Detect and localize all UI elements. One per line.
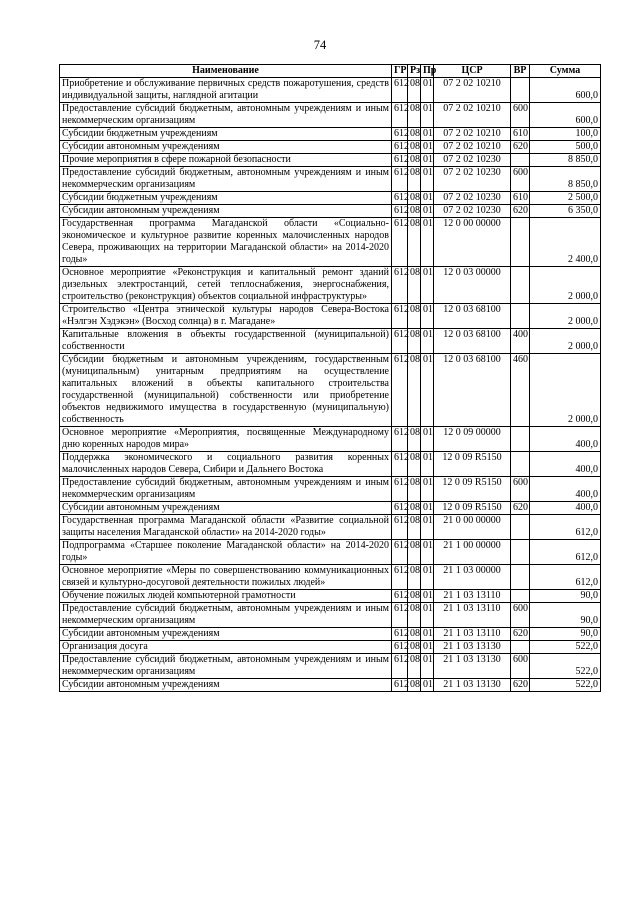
row-name: Предоставление субсидий бюджетным, автономным учреждениям и иным некоммерческим организациям: [60, 103, 392, 128]
table-row: [60, 628, 601, 641]
row-name: Субсидии автономным учреждениям: [60, 679, 392, 692]
row-gr: 612: [392, 502, 408, 515]
row-rz: 08: [408, 304, 421, 329]
row-name: Государственная программа Магаданской области «Социально-экономическое и культурное развитие коренных малочисленных народов Севера, проживающих на территории Магаданской области» на 2014-2020 годы»: [60, 218, 392, 267]
row-name: Поддержка экономического и социального развития коренных малочисленных народов Севера, Сибири и Дальнего Востока: [60, 452, 392, 477]
row-vr: [511, 590, 530, 603]
row-sum: 2 000,0: [530, 354, 601, 427]
table-row: [60, 654, 601, 679]
row-gr: 612: [392, 218, 408, 267]
table-header-row: [60, 65, 601, 78]
row-name: Предоставление субсидий бюджетным, автономным учреждениям и иным некоммерческим организациям: [60, 603, 392, 628]
row-name: Приобретение и обслуживание первичных средств пожаротушения, средств индивидуальной защиты, наглядной агитации: [60, 78, 392, 103]
row-vr: [511, 78, 530, 103]
row-vr: 400: [511, 329, 530, 354]
row-name: Основное мероприятие «Меры по совершенствованию коммуникационных связей и культурно-досуговой деятельности пожилых людей»: [60, 565, 392, 590]
row-vr: [511, 565, 530, 590]
row-sum: 2 000,0: [530, 267, 601, 304]
row-name: Основное мероприятие «Мероприятия, посвященные Международному дню коренных народов мира»: [60, 427, 392, 452]
row-gr: 612: [392, 540, 408, 565]
row-rz: 08: [408, 515, 421, 540]
row-gr: 612: [392, 192, 408, 205]
row-pr: 01: [421, 654, 434, 679]
row-pr: 01: [421, 218, 434, 267]
row-sum: 6 350,0: [530, 205, 601, 218]
row-rz: 08: [408, 354, 421, 427]
table-row: [60, 515, 601, 540]
row-name: Основное мероприятие «Реконструкция и капитальный ремонт зданий дизельных электростанций, сетей теплоснабжения, энергоснабжения, строительство (реконструкция) объектов социальной инфраструктуры»: [60, 267, 392, 304]
row-sum: 400,0: [530, 452, 601, 477]
row-csr: 07 2 02 10210: [434, 128, 511, 141]
row-gr: 612: [392, 477, 408, 502]
table-row: [60, 192, 601, 205]
table-row: [60, 679, 601, 692]
row-vr: [511, 540, 530, 565]
row-sum: 90,0: [530, 628, 601, 641]
row-vr: 620: [511, 679, 530, 692]
row-rz: 08: [408, 205, 421, 218]
table-row: [60, 590, 601, 603]
row-vr: 600: [511, 654, 530, 679]
row-gr: 612: [392, 167, 408, 192]
row-sum: 612,0: [530, 540, 601, 565]
row-pr: 01: [421, 354, 434, 427]
table-row: [60, 218, 601, 267]
row-pr: 01: [421, 304, 434, 329]
table-row: [60, 267, 601, 304]
row-csr: 21 1 03 00000: [434, 565, 511, 590]
row-pr: 01: [421, 515, 434, 540]
row-csr: 07 2 02 10230: [434, 192, 511, 205]
row-rz: 08: [408, 603, 421, 628]
row-sum: 600,0: [530, 78, 601, 103]
table-row: [60, 540, 601, 565]
header-pr: Пр: [421, 65, 434, 78]
header-sum: Сумма: [530, 65, 601, 78]
row-name: Прочие мероприятия в сфере пожарной безопасности: [60, 154, 392, 167]
row-pr: 01: [421, 267, 434, 304]
page-number: 74: [313, 38, 327, 52]
row-sum: 612,0: [530, 565, 601, 590]
row-vr: 610: [511, 128, 530, 141]
row-rz: 08: [408, 654, 421, 679]
header-name: Наименование: [60, 65, 392, 78]
row-csr: 21 0 00 00000: [434, 515, 511, 540]
row-gr: 612: [392, 590, 408, 603]
row-rz: 08: [408, 540, 421, 565]
row-pr: 01: [421, 427, 434, 452]
row-vr: [511, 267, 530, 304]
row-sum: 90,0: [530, 590, 601, 603]
row-pr: 01: [421, 192, 434, 205]
row-vr: 610: [511, 192, 530, 205]
row-pr: 01: [421, 502, 434, 515]
row-pr: 01: [421, 154, 434, 167]
table-row: [60, 154, 601, 167]
row-name: Субсидии автономным учреждениям: [60, 141, 392, 154]
header-csr: ЦСР: [434, 65, 511, 78]
row-pr: 01: [421, 565, 434, 590]
table-row: [60, 427, 601, 452]
row-csr: 21 1 03 13110: [434, 628, 511, 641]
row-gr: 612: [392, 679, 408, 692]
row-rz: 08: [408, 103, 421, 128]
row-vr: 600: [511, 603, 530, 628]
row-gr: 612: [392, 205, 408, 218]
row-csr: 12 0 03 68100: [434, 329, 511, 354]
row-sum: 2 400,0: [530, 218, 601, 267]
row-csr: 12 0 03 00000: [434, 267, 511, 304]
table-row: [60, 167, 601, 192]
row-csr: 07 2 02 10210: [434, 141, 511, 154]
row-sum: 600,0: [530, 103, 601, 128]
row-gr: 612: [392, 603, 408, 628]
row-gr: 612: [392, 427, 408, 452]
row-sum: 2 500,0: [530, 192, 601, 205]
header-rz: Рз: [408, 65, 421, 78]
row-sum: 400,0: [530, 427, 601, 452]
row-rz: 08: [408, 154, 421, 167]
row-rz: 08: [408, 192, 421, 205]
row-pr: 01: [421, 590, 434, 603]
row-rz: 08: [408, 565, 421, 590]
row-rz: 08: [408, 679, 421, 692]
row-sum: 522,0: [530, 654, 601, 679]
row-name: Предоставление субсидий бюджетным, автономным учреждениям и иным некоммерческим организациям: [60, 167, 392, 192]
row-rz: 08: [408, 218, 421, 267]
table-row: [60, 565, 601, 590]
row-vr: 600: [511, 167, 530, 192]
row-rz: 08: [408, 452, 421, 477]
row-csr: 12 0 09 00000: [434, 427, 511, 452]
row-name: Субсидии бюджетным учреждениям: [60, 192, 392, 205]
row-pr: 01: [421, 679, 434, 692]
row-pr: 01: [421, 78, 434, 103]
row-sum: 2 000,0: [530, 304, 601, 329]
row-name: Субсидии автономным учреждениям: [60, 205, 392, 218]
row-gr: 612: [392, 628, 408, 641]
row-sum: 2 000,0: [530, 329, 601, 354]
row-csr: 12 0 03 68100: [434, 304, 511, 329]
row-pr: 01: [421, 452, 434, 477]
row-pr: 01: [421, 603, 434, 628]
row-pr: 01: [421, 628, 434, 641]
row-name: Субсидии бюджетным учреждениям: [60, 128, 392, 141]
row-gr: 612: [392, 354, 408, 427]
header-vr: ВР: [511, 65, 530, 78]
row-csr: 21 1 00 00000: [434, 540, 511, 565]
table-row: [60, 452, 601, 477]
row-rz: 08: [408, 329, 421, 354]
row-rz: 08: [408, 78, 421, 103]
table-row: [60, 603, 601, 628]
row-vr: [511, 452, 530, 477]
row-csr: 21 1 03 13130: [434, 679, 511, 692]
row-vr: [511, 641, 530, 654]
row-pr: 01: [421, 477, 434, 502]
row-pr: 01: [421, 167, 434, 192]
row-csr: 21 1 03 13110: [434, 590, 511, 603]
row-gr: 612: [392, 154, 408, 167]
row-vr: 600: [511, 477, 530, 502]
row-csr: 07 2 02 10210: [434, 78, 511, 103]
table-row: [60, 141, 601, 154]
row-name: Субсидии бюджетным и автономным учреждениям, государственным (муниципальным) унитарным предприятиям на осуществление капитальных вложений в объекты капитального строительства государственной (муниципальной) собственности или приобретение объектов недвижимого имущества в государственную (муниципальную) собственность: [60, 354, 392, 427]
row-name: Субсидии автономным учреждениям: [60, 502, 392, 515]
row-csr: 07 2 02 10210: [434, 103, 511, 128]
row-rz: 08: [408, 502, 421, 515]
row-pr: 01: [421, 641, 434, 654]
row-vr: [511, 154, 530, 167]
row-pr: 01: [421, 103, 434, 128]
row-rz: 08: [408, 590, 421, 603]
row-csr: 07 2 02 10230: [434, 205, 511, 218]
header-gr: ГР: [392, 65, 408, 78]
row-name: Капитальные вложения в объекты государственной (муниципальной) собственности: [60, 329, 392, 354]
row-vr: 620: [511, 502, 530, 515]
row-csr: 12 0 00 00000: [434, 218, 511, 267]
row-gr: 612: [392, 141, 408, 154]
row-rz: 08: [408, 267, 421, 304]
row-name: Субсидии автономным учреждениям: [60, 628, 392, 641]
budget-table: [59, 64, 601, 692]
row-sum: 100,0: [530, 128, 601, 141]
row-gr: 612: [392, 103, 408, 128]
row-rz: 08: [408, 141, 421, 154]
row-pr: 01: [421, 329, 434, 354]
row-rz: 08: [408, 427, 421, 452]
row-sum: 90,0: [530, 603, 601, 628]
row-rz: 08: [408, 628, 421, 641]
row-name: Организация досуга: [60, 641, 392, 654]
row-name: Предоставление субсидий бюджетным, автономным учреждениям и иным некоммерческим организациям: [60, 477, 392, 502]
row-pr: 01: [421, 141, 434, 154]
row-sum: 400,0: [530, 502, 601, 515]
table-row: [60, 78, 601, 103]
row-csr: 07 2 02 10230: [434, 167, 511, 192]
row-gr: 612: [392, 565, 408, 590]
row-rz: 08: [408, 477, 421, 502]
row-vr: [511, 304, 530, 329]
row-csr: 12 0 03 68100: [434, 354, 511, 427]
row-csr: 21 1 03 13130: [434, 654, 511, 679]
row-name: Подпрограмма «Старшее поколение Магаданской области» на 2014-2020 годы»: [60, 540, 392, 565]
table-row: [60, 128, 601, 141]
row-vr: 620: [511, 141, 530, 154]
row-csr: 12 0 09 R5150: [434, 502, 511, 515]
row-rz: 08: [408, 641, 421, 654]
table-row: [60, 103, 601, 128]
row-sum: 400,0: [530, 477, 601, 502]
row-sum: 522,0: [530, 679, 601, 692]
row-sum: 8 850,0: [530, 154, 601, 167]
row-vr: 460: [511, 354, 530, 427]
row-csr: 21 1 03 13110: [434, 603, 511, 628]
row-gr: 612: [392, 452, 408, 477]
row-vr: 600: [511, 103, 530, 128]
row-gr: 612: [392, 515, 408, 540]
row-pr: 01: [421, 128, 434, 141]
row-sum: 522,0: [530, 641, 601, 654]
row-rz: 08: [408, 167, 421, 192]
table-row: [60, 502, 601, 515]
row-sum: 500,0: [530, 141, 601, 154]
row-sum: 8 850,0: [530, 167, 601, 192]
table-row: [60, 477, 601, 502]
row-name: Строительство «Центра этнической культуры народов Севера-Востока «Нэлгэн Хэдэкэн» (Восход солнца) в г. Магадане»: [60, 304, 392, 329]
row-name: Предоставление субсидий бюджетным, автономным учреждениям и иным некоммерческим организациям: [60, 654, 392, 679]
table-row: [60, 205, 601, 218]
row-gr: 612: [392, 641, 408, 654]
table-row: [60, 304, 601, 329]
table-row: [60, 641, 601, 654]
row-rz: 08: [408, 128, 421, 141]
row-gr: 612: [392, 654, 408, 679]
table-row: [60, 329, 601, 354]
row-pr: 01: [421, 540, 434, 565]
row-vr: 620: [511, 628, 530, 641]
row-vr: [511, 218, 530, 267]
row-gr: 612: [392, 267, 408, 304]
row-vr: [511, 427, 530, 452]
row-csr: 07 2 02 10230: [434, 154, 511, 167]
row-gr: 612: [392, 304, 408, 329]
row-name: Обучение пожилых людей компьютерной грамотности: [60, 590, 392, 603]
table-row: [60, 354, 601, 427]
row-gr: 612: [392, 128, 408, 141]
row-vr: [511, 515, 530, 540]
row-csr: 12 0 09 R5150: [434, 452, 511, 477]
row-sum: 612,0: [530, 515, 601, 540]
row-csr: 21 1 03 13130: [434, 641, 511, 654]
row-name: Государственная программа Магаданской области «Развитие социальной защиты населения Магаданской области» на 2014-2020 годы»: [60, 515, 392, 540]
row-csr: 12 0 09 R5150: [434, 477, 511, 502]
row-vr: 620: [511, 205, 530, 218]
row-pr: 01: [421, 205, 434, 218]
row-gr: 612: [392, 78, 408, 103]
row-gr: 612: [392, 329, 408, 354]
